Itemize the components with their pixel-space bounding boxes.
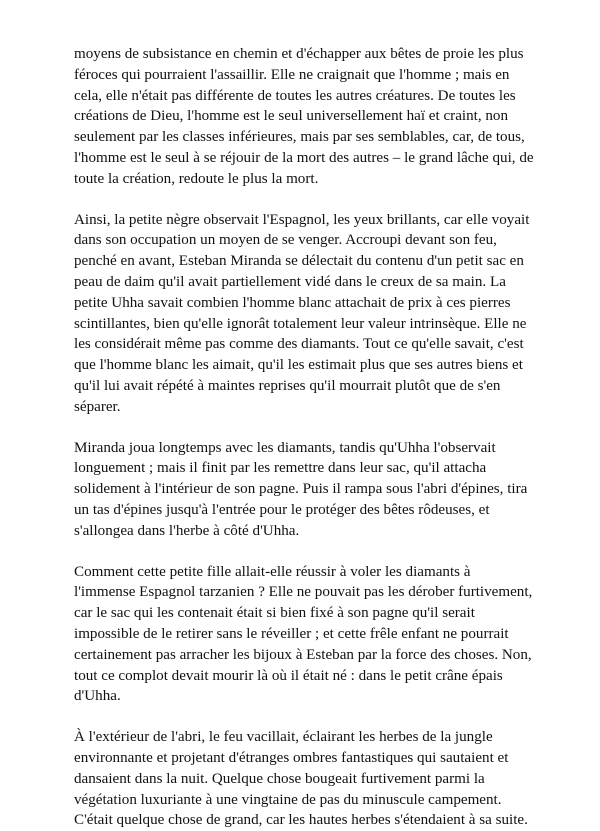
text-line: tout ce complot devait mourir là où il était né : dans le petit crâne épais [74, 667, 503, 684]
text-line: certainement pas arracher les bijoux à Esteban par la force des choses. Non, [74, 646, 532, 663]
text-line: penché en avant, Esteban Miranda se délectait du contenu d'un petit sac en [74, 253, 524, 270]
text-line: À l'extérieur de l'abri, le feu vacillait, éclairant les herbes de la jungle [74, 729, 493, 746]
paragraph-4 [74, 562, 534, 708]
text-line: féroces qui pourraient l'assaillir. Elle ne craignait que l'homme ; mais en [74, 66, 510, 83]
text-line: environnante et projetant d'étranges ombres fantastiques qui sautaient et [74, 749, 509, 766]
text-line: un tas d'épines jusqu'à l'entrée pour le protéger des bêtes rôdeuses, et [74, 501, 490, 518]
text-line: l'immense Espagnol tarzanien ? Elle ne pouvait pas les dérober furtivement, [74, 584, 533, 601]
text-line: dansaient dans la nuit. Quelque chose bougeait furtivement parmi la [74, 770, 485, 787]
text-line: peau de daim qu'il avait partiellement vidé dans le creux de sa main. La [74, 273, 506, 290]
text-line: impossible de le retirer sans le réveiller ; et cette frêle enfant ne pourrait [74, 625, 509, 642]
text-line: Ainsi, la petite nègre observait l'Espagnol, les yeux brillants, car elle voyait [74, 211, 530, 228]
text-line: les considérait même pas comme des diamants. Tout ce qu'elle savait, c'est [74, 336, 524, 353]
paragraph-5 [74, 727, 534, 831]
paragraph-1 [74, 44, 534, 190]
text-line: créations de Dieu, l'homme est le seul universellement haï et craint, non [74, 108, 509, 125]
text-line: végétation luxuriante à une vingtaine de pas du minuscule campement. [74, 791, 502, 808]
text-line: l'homme est le seul à se réjouir de la mort des autres – le grand lâche qui, de [74, 149, 534, 166]
text-line: s'allongea dans l'herbe à côté d'Uhha. [74, 522, 300, 539]
text-line: toute la création, redoute le plus la mort. [74, 170, 319, 187]
text-line: séparer. [74, 398, 121, 415]
text-line: seulement par les classes inférieures, mais par ses semblables, car, de tous, [74, 129, 525, 146]
text-line: Miranda joua longtemps avec les diamants, tandis qu'Uhha l'observait [74, 439, 496, 456]
text-line: dans son occupation un moyen de se venger. Accroupi devant son feu, [74, 232, 497, 249]
paragraph-3 [74, 438, 534, 542]
text-line: longuement ; mais il finit par les remettre dans leur sac, qu'il attacha [74, 460, 487, 477]
text-line: moyens de subsistance en chemin et d'échapper aux bêtes de proie les plus [74, 46, 524, 62]
text-line: solidement à l'intérieur de son pagne. Puis il rampa sous l'abri d'épines, tira [74, 481, 528, 498]
text-line: C'était quelque chose de grand, car les hautes herbes s'étendaient à sa suite. [74, 812, 528, 829]
paragraph-2 [74, 210, 534, 418]
text-line: petite Uhha savait combien l'homme blanc attachait de prix à ces pierres [74, 294, 511, 311]
text-line: Comment cette petite fille allait-elle réussir à voler les diamants à [74, 563, 471, 580]
text-line: scintillantes, bien qu'elle ignorât totalement leur valeur intrinsèque. Elle ne [74, 315, 527, 332]
text-line: que l'homme blanc les aimait, qu'il les estimait plus que ses autres biens et [74, 357, 523, 374]
text-line: cela, elle n'était pas différente de toutes les autres créatures. De toutes les [74, 87, 516, 104]
text-line: qu'il lui avait répété à maintes reprises qu'il mourrait plutôt que de s'en [74, 377, 501, 394]
text-line: car le sac qui les contenait était si bien fixé à son pagne qu'il serait [74, 605, 475, 622]
text-line: d'Uhha. [74, 688, 121, 705]
document-body [74, 44, 534, 831]
